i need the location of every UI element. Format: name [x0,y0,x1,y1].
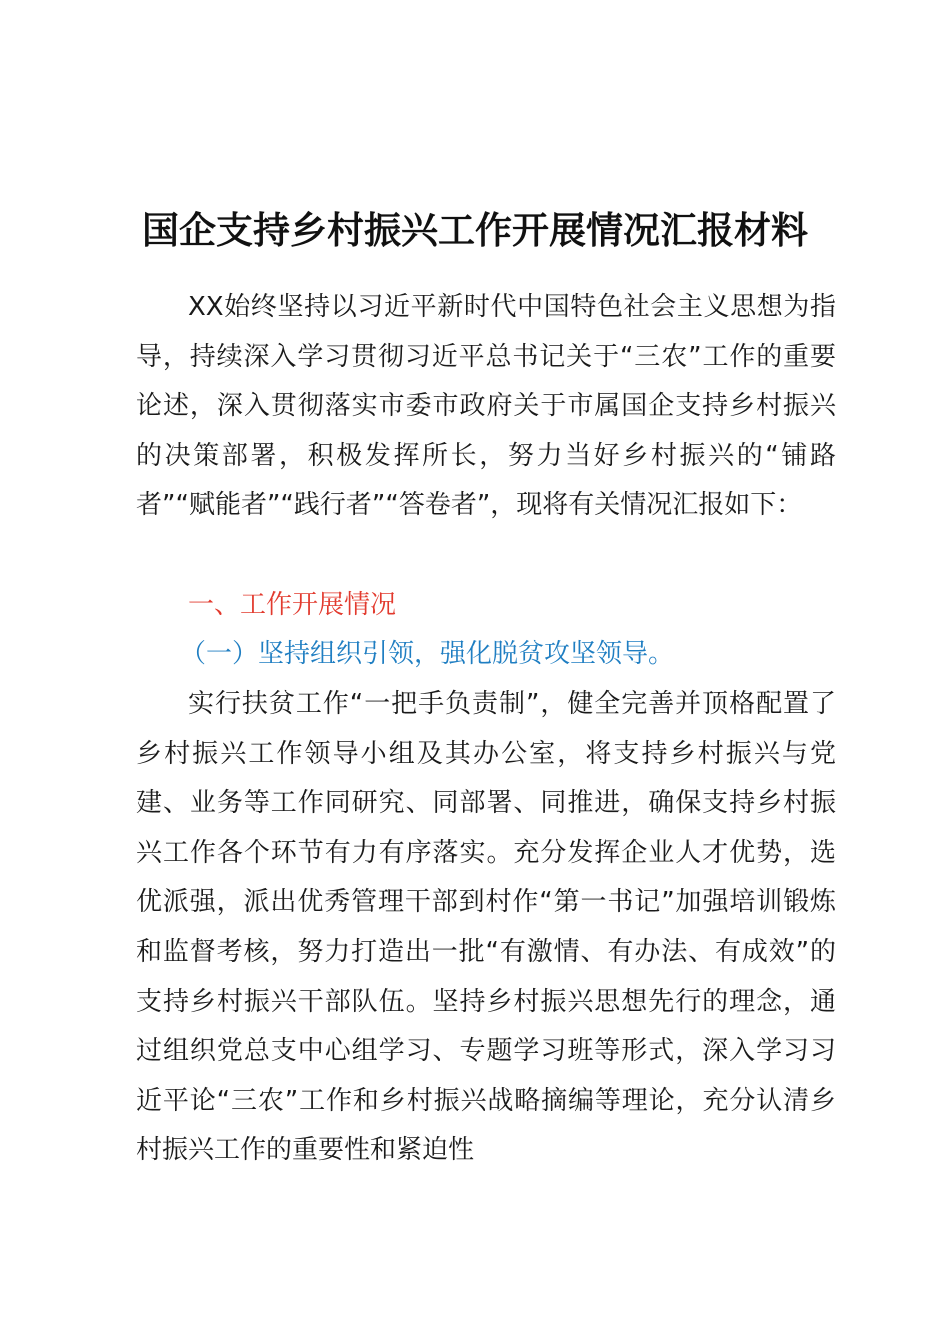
body-paragraph: 实行扶贫工作“一把手负责制”，健全完善并顶格配置了乡村振兴工作领导小组及其办公室，将支持乡村振兴与党建、业务等工作同研究、同部署、同推进，确保支持乡村振兴工作各个环节有力有序落实。充分发挥企业人才优势，选优派强，派出优秀管理干部到村作“第一书记”加强培训锻炼和监督考核，努力打造出一批“有激情、有办法、有成效”的支持乡村振兴干部队伍。坚持乡村振兴思想先行的理念，通过组织党总支中心组学习、专题学习班等形式，深入学习习近平论“三农”工作和乡村振兴战略摘编等理论，充分认清乡村振兴工作的重要性和紧迫性 [136,689,836,1166]
document-title: 国企支持乡村振兴工作开展情况汇报材料 [142,209,808,252]
subsection-heading: （一）坚持组织引领，强化脱贫攻坚领导。 [180,639,675,669]
intro-paragraph: XX始终坚持以习近平新时代中国特色社会主义思想为指导，持续深入学习贯彻习近平总书记关于“三农”工作的重要论述，深入贯彻落实市委市政府关于市属国企支持乡村振兴的决策部署，积极发挥所长，努力当好乡村振兴的“铺路者”“赋能者”“践行者”“答卷者”，现将有关情况汇报如下： [136,292,836,521]
section-heading: 一、工作开展情况 [188,590,397,620]
